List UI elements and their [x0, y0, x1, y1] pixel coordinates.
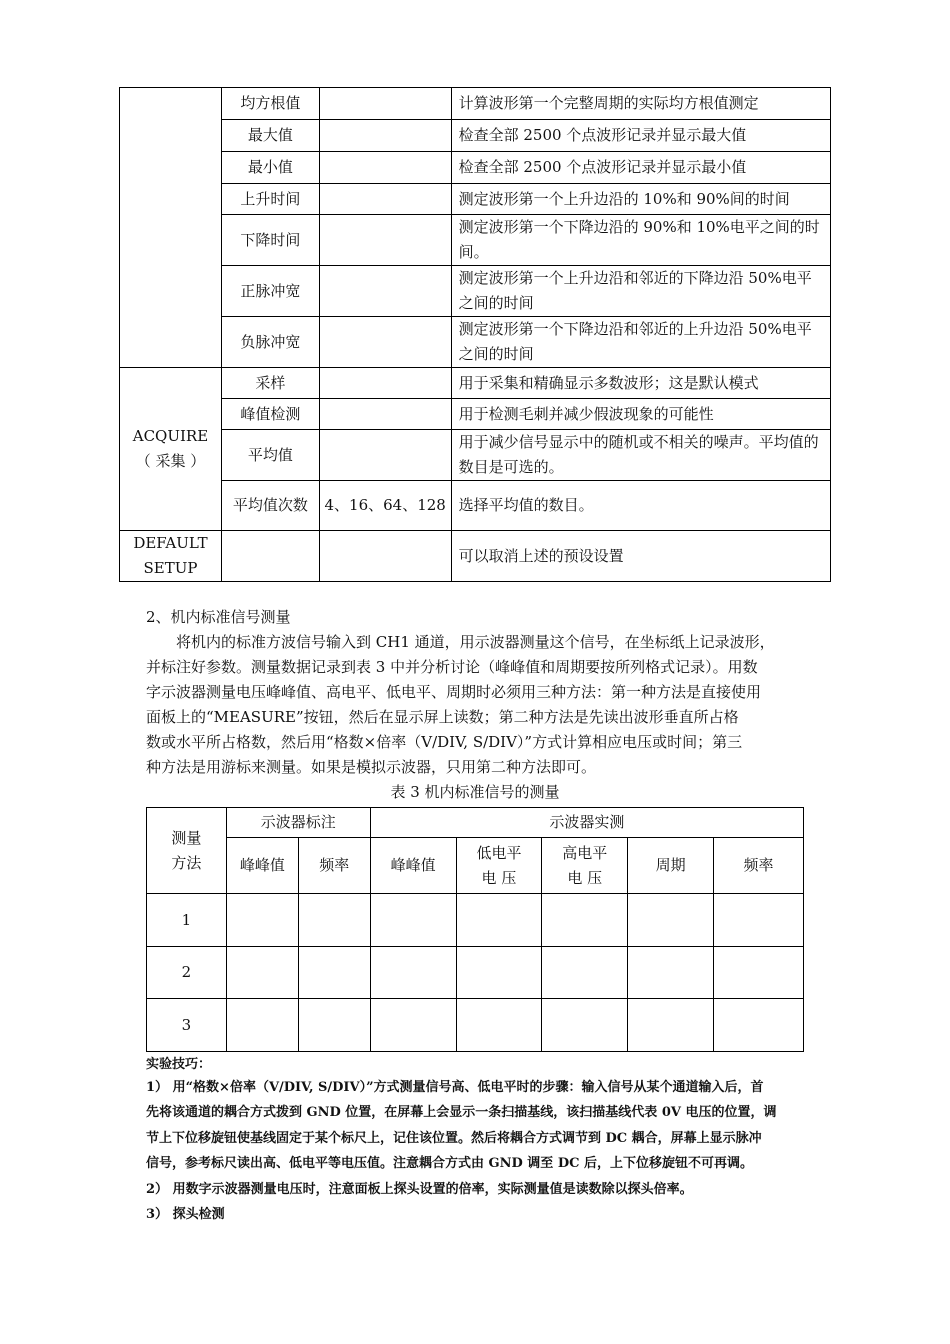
tips-line: 信号，参考标尺读出高、低电平等电压值。注意耦合方式由 GND 调至 DC 后，上下位移旋钮不可再调。	[146, 1156, 753, 1171]
function-table	[119, 87, 831, 582]
table-row	[120, 368, 831, 399]
item-cell: 平均值	[221, 430, 319, 481]
col-header: 频率	[298, 838, 370, 894]
tips-line: 2） 用数字示波器测量电压时，注意面板上探头设置的倍率，实际测量值是读数除以探头倍率。	[146, 1182, 693, 1197]
desc-cell: 检查全部 2500 个点波形记录并显示最大值	[451, 120, 830, 152]
row-label: 2	[147, 947, 227, 999]
item-cell: 采样	[221, 368, 319, 399]
tips-line: 3） 探头检测	[146, 1207, 225, 1222]
table-row	[120, 120, 831, 152]
table-row	[120, 531, 831, 582]
table-caption: 表 3 机内标准信号的测量	[390, 783, 560, 801]
default-label: DEFAULT	[133, 534, 208, 552]
row-label: 3	[147, 999, 227, 1052]
group-header-marked: 示波器标注	[226, 808, 370, 838]
desc-cell: 检查全部 2500 个点波形记录并显示最小值	[451, 152, 830, 184]
table-row	[120, 266, 831, 317]
paragraph-line: 种方法是用游标来测量。如果是模拟示波器，只用第二种方法即可。	[146, 758, 597, 776]
group-cell-measure	[120, 88, 222, 368]
desc-cell: 测定波形第一个上升边沿和邻近的下降边沿 50%电平之间的时间	[451, 266, 830, 317]
desc-cell: 测定波形第一个下降边沿和邻近的上升边沿 50%电平之间的时间	[451, 317, 830, 368]
item-cell: 最小值	[221, 152, 319, 184]
item-cell: 正脉冲宽	[221, 266, 319, 317]
table-row	[147, 947, 804, 999]
group-cell-acquire	[120, 368, 222, 531]
section-heading: 2、机内标准信号测量	[146, 608, 291, 626]
item-cell: 下降时间	[221, 215, 319, 266]
item-cell: 峰值检测	[221, 399, 319, 430]
desc-cell: 用于检测毛刺并减少假波现象的可能性	[451, 399, 830, 430]
item-cell: 均方根值	[221, 88, 319, 120]
method-header: 测量 方法	[147, 808, 227, 894]
desc-cell: 测定波形第一个上升边沿的 10%和 90%间的时间	[451, 184, 830, 215]
measurement-table	[146, 807, 804, 1052]
col-header: 频率	[714, 838, 804, 894]
tips-line: 先将该通道的耦合方式拨到 GND 位置，在屏幕上会显示一条扫描基线，该扫描基线代表 0V 电压的位置，调	[146, 1105, 777, 1120]
table-row	[120, 184, 831, 215]
table-row	[147, 999, 804, 1052]
row-label: 1	[147, 894, 227, 947]
group-cell-default	[120, 531, 222, 582]
table-row	[120, 481, 831, 531]
setup-label: SETUP	[143, 559, 198, 577]
header-row	[147, 838, 804, 894]
paragraph-line: 将机内的标准方波信号输入到 CH1 通道，用示波器测量这个信号，在坐标纸上记录波形，	[176, 633, 775, 651]
tips-title: 实验技巧：	[146, 1057, 212, 1072]
item-cell: 平均值次数	[221, 481, 319, 531]
table-row	[120, 430, 831, 481]
value-cell: 4、16、64、128	[319, 481, 451, 531]
table-row	[120, 399, 831, 430]
item-cell: 最大值	[221, 120, 319, 152]
desc-cell: 计算波形第一个完整周期的实际均方根值测定	[451, 88, 830, 120]
value-cell	[319, 430, 451, 481]
table-row	[147, 894, 804, 947]
desc-cell: 用于减少信号显示中的随机或不相关的噪声。平均值的数目是可选的。	[451, 430, 830, 481]
group-header-measured: 示波器实测	[370, 808, 803, 838]
desc-cell: 选择平均值的数目。	[451, 481, 830, 531]
table-row	[120, 152, 831, 184]
header-row	[147, 808, 804, 838]
paragraph-line: 字示波器测量电压峰峰值、高电平、低电平、周期时必须用三种方法：第一种方法是直接使用	[146, 683, 762, 701]
table-row	[120, 88, 831, 120]
table-row	[120, 317, 831, 368]
tips-line: 节上下位移旋钮使基线固定于某个标尺上，记住该位置。然后将耦合方式调节到 DC 耦合，屏幕上显示脉冲	[146, 1131, 762, 1146]
acquire-sublabel: （ 采集 ）	[135, 452, 206, 470]
table-row	[120, 215, 831, 266]
desc-cell: 可以取消上述的预设设置	[451, 531, 830, 582]
paragraph-line: 数或水平所占格数，然后用“格数×倍率（V/DIV, S/DIV）”方式计算相应电压或时间；第三	[146, 733, 743, 751]
value-cell	[319, 368, 451, 399]
col-header: 高电平 电 压	[542, 838, 628, 894]
desc-cell: 用于采集和精确显示多数波形；这是默认模式	[451, 368, 830, 399]
acquire-label: ACQUIRE	[132, 427, 209, 445]
item-cell: 负脉冲宽	[221, 317, 319, 368]
col-header: 周期	[628, 838, 714, 894]
col-header: 峰峰值	[370, 838, 456, 894]
paragraph-line: 并标注好参数。测量数据记录到表 3 中并分析讨论（峰峰值和周期要按所列格式记录）。用数	[146, 658, 758, 676]
tips-line: 1） 用“格数×倍率（V/DIV, S/DIV）”方式测量信号高、低电平时的步骤：输入信号从某个通道输入后，首	[146, 1080, 764, 1095]
col-header: 低电平 电 压	[456, 838, 542, 894]
item-cell: 上升时间	[221, 184, 319, 215]
col-header: 峰峰值	[226, 838, 298, 894]
desc-cell: 测定波形第一个下降边沿的 90%和 10%电平之间的时间。	[451, 215, 830, 266]
paragraph-line: 面板上的“MEASURE”按钮，然后在显示屏上读数；第二种方法是先读出波形垂直所占格	[146, 708, 739, 726]
value-cell	[319, 399, 451, 430]
